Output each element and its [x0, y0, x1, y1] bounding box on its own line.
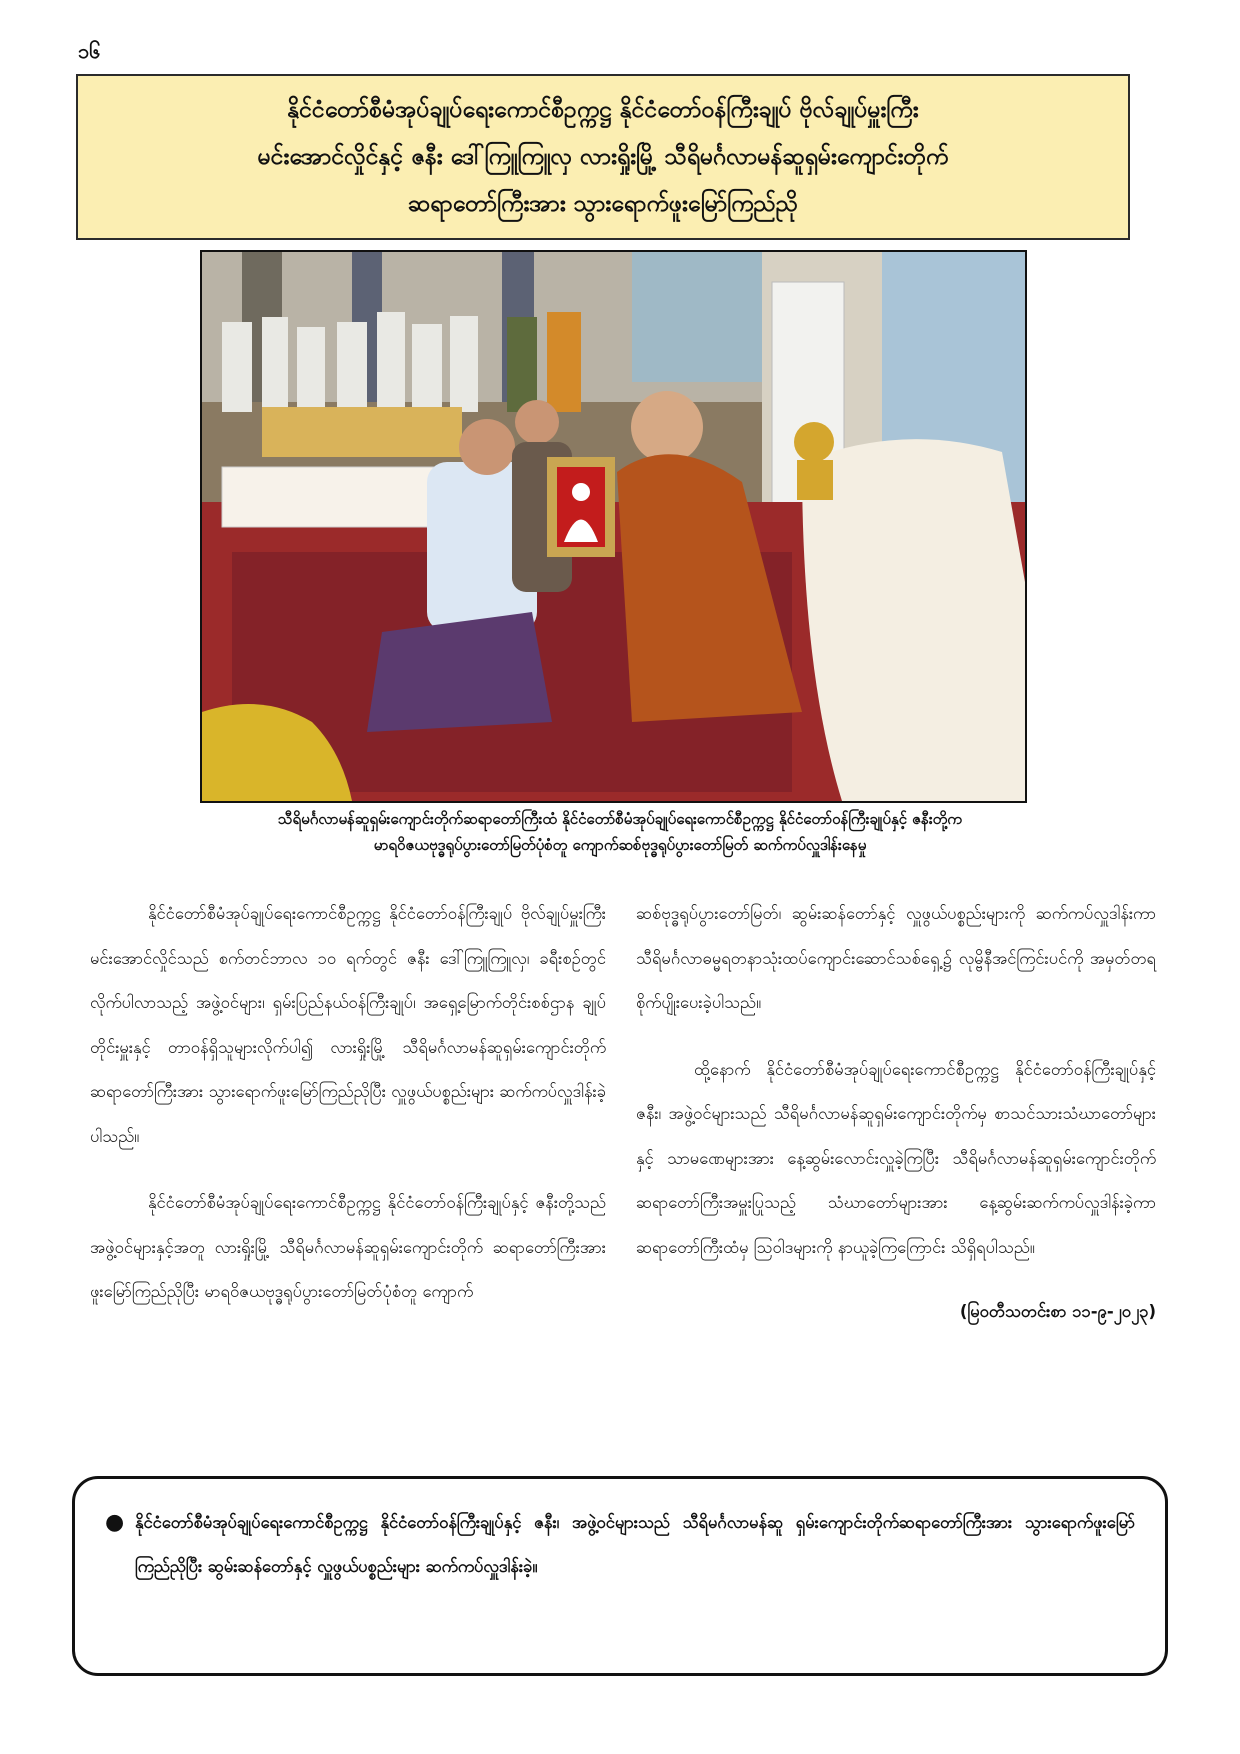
article-paragraph: ထို့နောက် နိုင်ငံတော်စီမံအုပ်ချုပ်ရေးကောင်စီဥက္ကဋ္ဌ နိုင်ငံတော်ဝန်ကြီးချုပ်နှင့် ဇနီး၊ အဖွဲ့ဝင်များသည် သီရိမင်္ဂလာမန်ဆူရှမ်းကျောင်းတိုက်မှ စာသင်သားသံဃာတော်များနှင့် သာမဏေများအား နေ့ဆွမ်းလောင်းလှူခဲ့ကြပြီး သီရိမင်္ဂလာမန်ဆူရှမ်းကျောင်းတိုက်ဆရာတော်ကြီးအမှူးပြုသည့် သံဃာတော်များအား နေ့ဆွမ်းဆက်ကပ်လှူဒါန်းခဲ့ကာ ဆရာတော်ကြီးထံမှ ဩဝါဒများကို နာယူခဲ့ကြကြောင်း သိရှိရပါသည်။ — [636, 1059, 1156, 1257]
caption-line-1: သီရိမင်္ဂလာမန်ဆူရှမ်းကျောင်းတိုက်ဆရာတော်ကြီးထံ နိုင်ငံတော်စီမံအုပ်ချုပ်ရေးကောင်စီဥက္ကဋ္ဌ နိုင်ငံတော်ဝန်ကြီးချုပ်နှင့် ဇနီးတို့က — [278, 810, 962, 828]
news-source: (မြဝတီသတင်းစာ ၁၁-၉-၂၀၂၃) — [959, 1302, 1156, 1321]
photo-caption — [90, 806, 1150, 858]
headline-box — [76, 74, 1130, 240]
summary-box — [72, 1476, 1168, 1676]
article-paragraph: နိုင်ငံတော်စီမံအုပ်ချုပ်ရေးကောင်စီဥက္ကဋ္ဌ နိုင်ငံတော်ဝန်ကြီးချုပ်နှင့် ဇနီးတို့သည် အဖွဲ့ဝင်များနှင့်အတူ လားရှိုးမြို့ သီရိမင်္ဂလာမန်ဆူရှမ်းကျောင်းတိုက် ဆရာတော်ကြီးအား ဖူးမြော်ကြည်ညိုပြီး မာရဝိဇယဗုဒ္ဓရုပ်ပွားတော်မြတ်ပုံစံတူ ကျောက် — [90, 1193, 606, 1301]
article-paragraph: ဆစ်ဗုဒ္ဓရုပ်ပွားတော်မြတ်၊ ဆွမ်းဆန်တော်နှင့် လှူဖွယ်ပစ္စည်းများကို ဆက်ကပ်လှူဒါန်းကာ သီရိမင်္ဂလာဓမ္မရတနာသုံးထပ်ကျောင်းဆောင်သစ်ရှေ့၌ လုမ္ဗိနီအင်ကြင်းပင်ကို အမှတ်တရ စိုက်ပျိုးပေးခဲ့ပါသည်။ — [636, 904, 1156, 1012]
article-paragraph: နိုင်ငံတော်စီမံအုပ်ချုပ်ရေးကောင်စီဥက္ကဋ္ဌ နိုင်ငံတော်ဝန်ကြီးချုပ် ဗိုလ်ချုပ်မှူးကြီး မင်းအောင်လှိုင်သည် စက်တင်ဘာလ ၁၀ ရက်တွင် ဇနီး ဒေါ်ကြူကြူလှ၊ ခရီးစဉ်တွင် လိုက်ပါလာသည့် အဖွဲ့ဝင်များ၊ ရှမ်းပြည်နယ်ဝန်ကြီးချုပ်၊ အရှေ့မြောက်တိုင်းစစ်ဌာန ချုပ်တိုင်းမှူးနှင့် တာဝန်ရှိသူများလိုက်ပါ၍ လားရှိုးမြို့ သီရိမင်္ဂလာမန်ဆူရှမ်းကျောင်းတိုက်ဆရာတော်ကြီးအား သွားရောက်ဖူးမြော်ကြည်ညိုပြီး လှူဖွယ်ပစ္စည်းများ ဆက်ကပ်လှူဒါန်းခဲ့ပါသည်။ — [90, 904, 606, 1146]
caption-line-2: မာရဝိဇယဗုဒ္ဓရုပ်ပွားတော်မြတ်ပုံစံတူ ကျောက်ဆစ်ဗုဒ္ဓရုပ်ပွားတော်မြတ် ဆက်ကပ်လှူဒါန်းနေမှု — [373, 836, 867, 854]
headline-line-2: မင်းအောင်လှိုင်နှင့် ဇနီး ဒေါ်ကြူကြူလှ လားရှိုးမြို့ သီရိမင်္ဂလာမန်ဆူရှမ်းကျောင်းတိုက် — [257, 143, 949, 170]
headline-line-1: နိုင်ငံတော်စီမံအုပ်ချုပ်ရေးကောင်စီဥက္ကဋ္ဌ နိုင်ငံတော်ဝန်ကြီးချုပ် ဗိုလ်ချုပ်မှူးကြီး — [287, 96, 919, 123]
page-number: ၁၆ — [78, 39, 101, 63]
bullet-icon: ● — [105, 1510, 125, 1535]
summary-text: နိုင်ငံတော်စီမံအုပ်ချုပ်ရေးကောင်စီဥက္ကဋ္ဌ နိုင်ငံတော်ဝန်ကြီးချုပ်နှင့် ဇနီး၊ အဖွဲ့ဝင်များသည် သီရိမင်္ဂလာမန်ဆူ ရှမ်းကျောင်းတိုက်ဆရာတော်ကြီးအား သွားရောက်ဖူးမြော်ကြည်ညိုပြီး ဆွမ်းဆန်တော်နှင့် လှူဖွယ်ပစ္စည်းများ ဆက်ကပ်လှူဒါန်းခဲ့။ — [135, 1513, 1135, 1576]
article-column-right — [636, 892, 1156, 1335]
headline-line-3: ဆရာတော်ကြီးအား သွားရောက်ဖူးမြော်ကြည်ညို — [407, 190, 799, 217]
ceremony-photo — [200, 250, 1027, 803]
article-column-left — [90, 892, 606, 1337]
